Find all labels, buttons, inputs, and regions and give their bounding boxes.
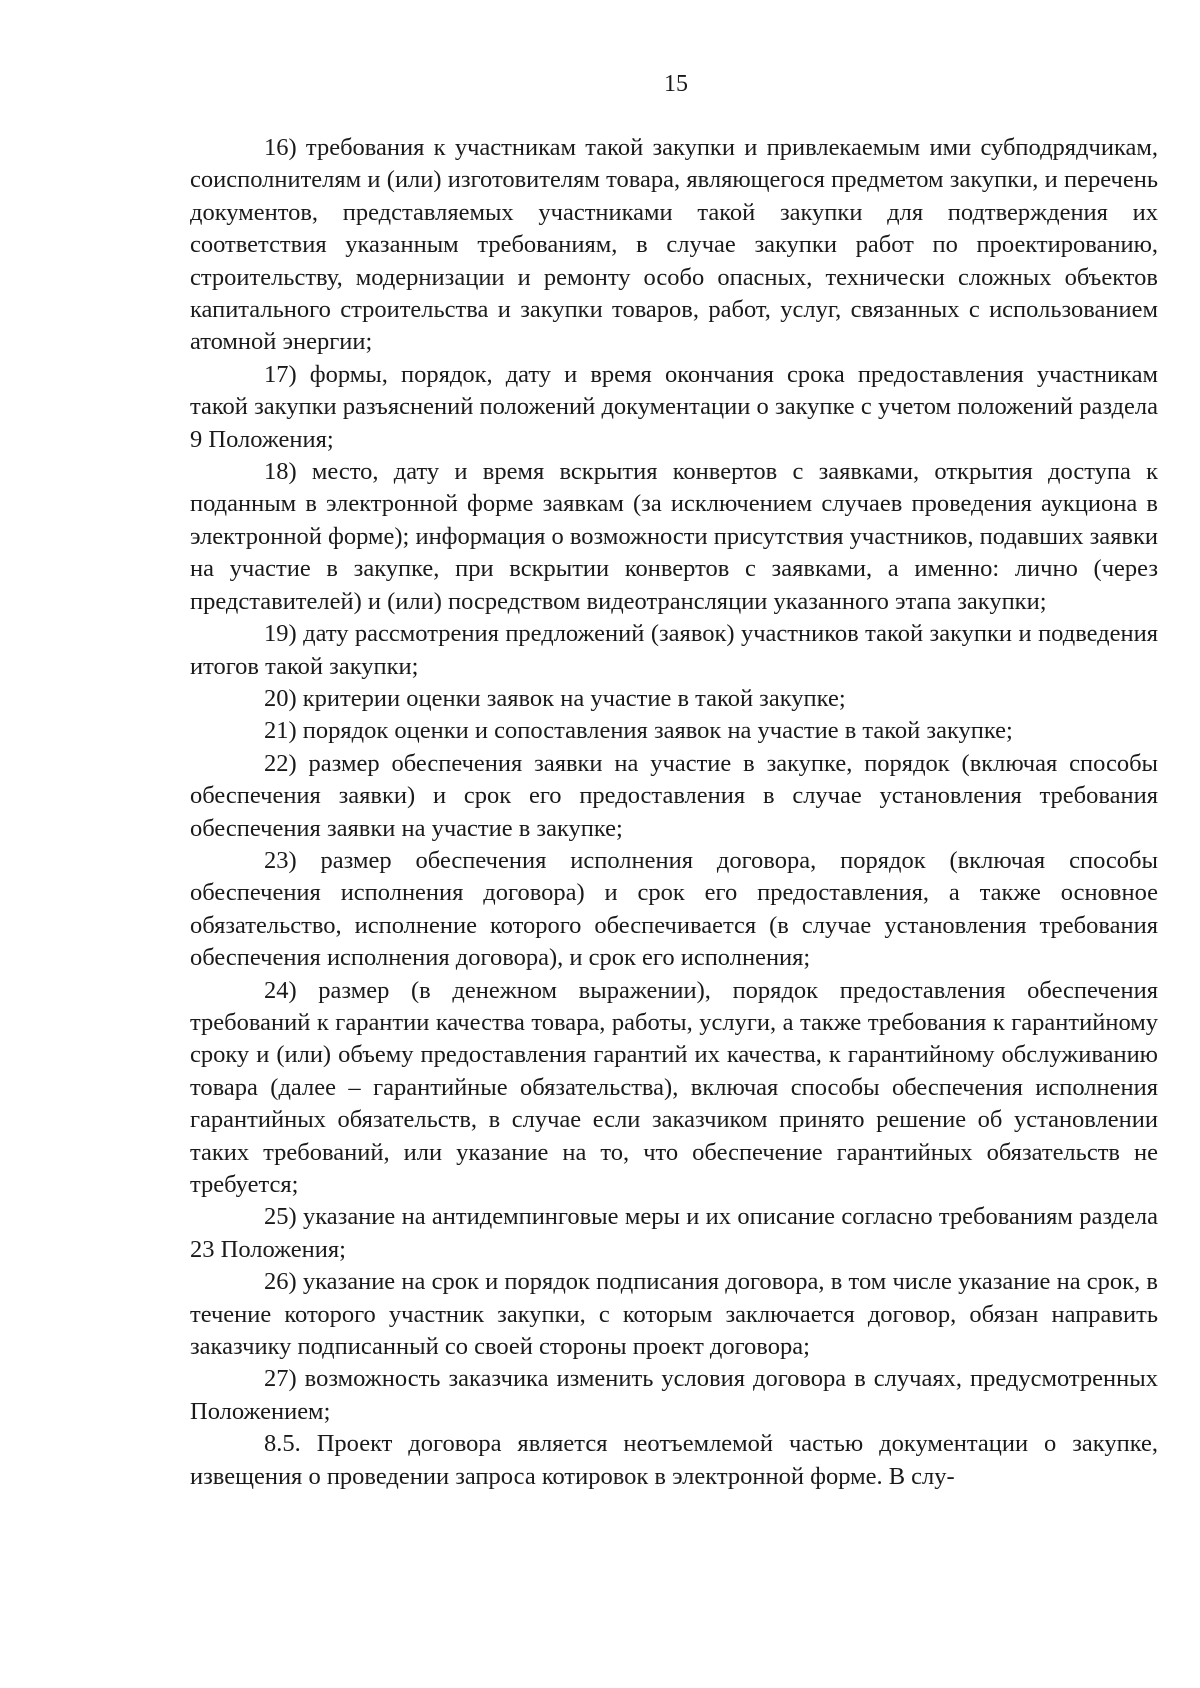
paragraph-item-24: 24) размер (в денежном выражении), порядок предоставления обеспечения требований к гарантии качества товара, работы, услуги, а также требования к гарантийному сроку и (или) объему предоставления гарантий их качества, к гарантийному обслуживанию товара (далее – гарантийные обязательства), включая способы обеспечения исполнения гарантийных обязательств, в случае если заказчиком принято решение об установлении таких требований, или указание на то, что обеспечение гарантийных обязательств не требуется; [190, 976, 1158, 1198]
paragraph-section-8-5: 8.5. Проект договора является неотъемлемой частью документации о закупке, извещения о проведении запроса котировок в электронной форме. В слу- [190, 1430, 1158, 1490]
paragraph-item-16: 16) требования к участникам такой закупки и привлекаемым ими субподрядчикам, соисполнителям и (или) изготовителям товара, являющегося предметом закупки, и перечень документов, представляемых участниками такой закупки для подтверждения их соответствия указанным требованиям, в случае закупки работ по проектированию, строительству, модернизации и ремонту особо опасных, технически сложных объектов капитального строительства и закупки товаров, работ, услуг, связанных с использованием атомной энергии; [190, 134, 1158, 356]
paragraph-item-22: 22) размер обеспечения заявки на участие в закупке, порядок (включая способы обеспечения заявки) и срок его предоставления в случае установления требования обеспечения заявки на участие в закупке; [190, 749, 1158, 842]
paragraph-item-19: 19) дату рассмотрения предложений (заявок) участников такой закупки и подведения итогов такой закупки; [190, 620, 1158, 680]
paragraph-item-26: 26) указание на срок и порядок подписания договора, в том числе указание на срок, в течение которого участник закупки, с которым заключается договор, обязан направить заказчику подписанный со своей стороны проект договора; [190, 1268, 1158, 1361]
page-number: 15 [664, 71, 688, 97]
paragraph-item-20: 20) критерии оценки заявок на участие в такой закупке; [264, 684, 846, 712]
document-body [190, 132, 1158, 1493]
paragraph-item-25: 25) указание на антидемпинговые меры и их описание согласно требованиям раздела 23 Положения; [190, 1203, 1158, 1263]
paragraph-item-27: 27) возможность заказчика изменить условия договора в случаях, предусмотренных Положением; [190, 1365, 1158, 1425]
paragraph-item-17: 17) формы, порядок, дату и время окончания срока предоставления участникам такой закупки разъяснений положений документации о закупке с учетом положений раздела 9 Положения; [190, 360, 1158, 453]
paragraph-item-21: 21) порядок оценки и сопоставления заявок на участие в такой закупке; [264, 717, 1013, 745]
paragraph-item-18: 18) место, дату и время вскрытия конвертов с заявками, открытия доступа к поданным в электронной форме заявкам (за исключением случаев проведения аукциона в электронной форме); информация о возможности присутствия участников, подавших заявки на участие в закупке, при вскрытии конвертов с заявками, а именно: лично (через представителей) и (или) посредством видеотрансляции указанного этапа закупки; [190, 458, 1158, 615]
paragraph-item-23: 23) размер обеспечения исполнения договора, порядок (включая способы обеспечения исполнения договора) и срок его предоставления, а также основное обязательство, исполнение которого обеспечивается (в случае установления требования обеспечения исполнения договора), и срок его исполнения; [190, 846, 1158, 972]
